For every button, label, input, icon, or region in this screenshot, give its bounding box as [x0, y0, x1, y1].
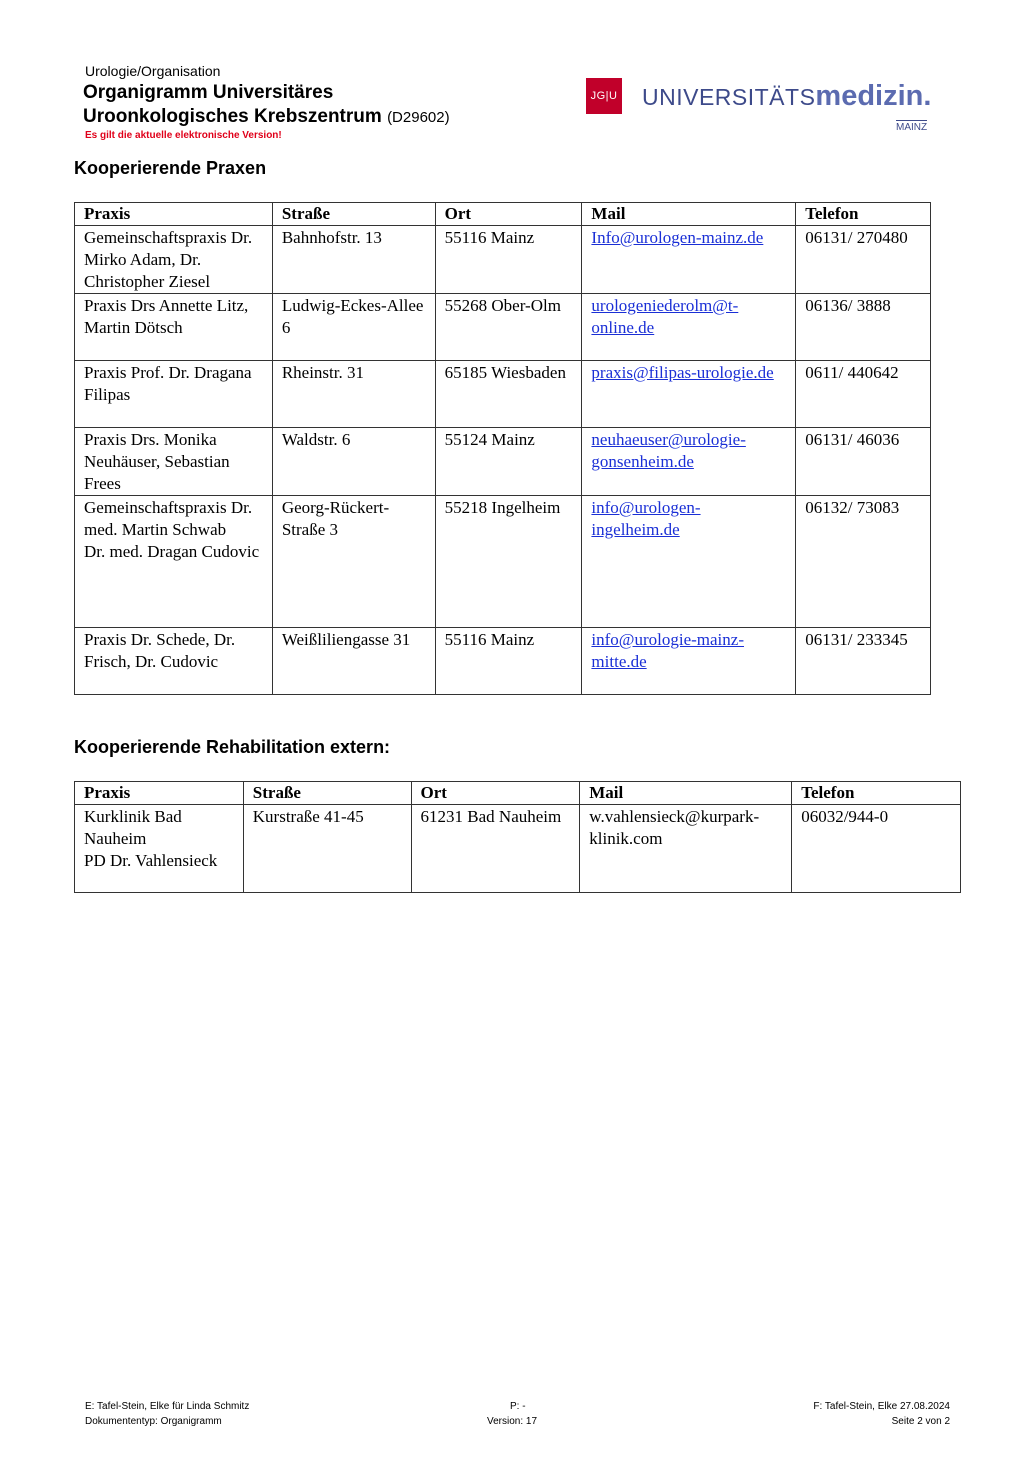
column-header: Ort: [435, 203, 582, 226]
table-row: [75, 361, 931, 428]
praxis-cell: Praxis Dr. Schede, Dr. Frisch, Dr. Cudovic: [75, 628, 273, 695]
column-header: Telefon: [792, 782, 961, 805]
footer-page-number: Seite 2 von 2: [891, 1416, 950, 1427]
column-header: Straße: [243, 782, 411, 805]
column-header: Telefon: [796, 203, 931, 226]
strasse-cell: Ludwig-Eckes-Allee 6: [272, 294, 435, 361]
section-title-praxen: Kooperierende Praxen: [74, 158, 267, 178]
mail-link[interactable]: praxis@filipas-urologie.de: [591, 363, 774, 382]
praxis-cell: Praxis Drs Annette Litz, Martin Dötsch: [75, 294, 273, 361]
praxis-cell: Gemeinschaftspraxis Dr. med. Martin Schwab Dr. med. Dragan Cudovic: [75, 496, 273, 628]
column-header: Mail: [582, 203, 796, 226]
column-header: Praxis: [75, 782, 244, 805]
telefon-cell: 06136/ 3888: [796, 294, 931, 361]
telefon-cell: 06032/944-0: [792, 805, 961, 893]
mail-cell: [580, 805, 792, 893]
logo-wordmark: [642, 80, 931, 113]
table-row: [75, 294, 931, 361]
table-row: [75, 628, 931, 695]
document-code: (D29602): [387, 109, 450, 126]
telefon-cell: 06132/ 73083: [796, 496, 931, 628]
column-header: Praxis: [75, 203, 273, 226]
version-note: Es gilt die aktuelle elektronische Version!: [85, 130, 282, 141]
praxis-cell: Kurklinik Bad Nauheim PD Dr. Vahlensieck: [75, 805, 244, 893]
document-title-line2-text: Uroonkologisches Krebszentrum: [83, 106, 382, 127]
ort-cell: 61231 Bad Nauheim: [411, 805, 580, 893]
document-title-line2: [83, 106, 450, 128]
strasse-cell: Bahnhofstr. 13: [272, 226, 435, 294]
table-header-row: [75, 782, 961, 805]
strasse-cell: Weißliliengasse 31: [272, 628, 435, 695]
ort-cell: 55218 Ingelheim: [435, 496, 582, 628]
logo-medizin: medizin.: [815, 80, 932, 112]
mail-link[interactable]: info@urologen-ingelheim.de: [591, 498, 701, 539]
ort-cell: 55116 Mainz: [435, 628, 582, 695]
strasse-cell: Kurstraße 41-45: [243, 805, 411, 893]
footer-author: E: Tafel-Stein, Elke für Linda Schmitz: [85, 1401, 250, 1412]
department-label: Urologie/Organisation: [85, 63, 221, 79]
ort-cell: 55268 Ober-Olm: [435, 294, 582, 361]
document-title-line1: Organigramm Universitäres: [83, 82, 334, 103]
ort-cell: 55116 Mainz: [435, 226, 582, 294]
ort-cell: 55124 Mainz: [435, 428, 582, 496]
telefon-cell: 0611/ 440642: [796, 361, 931, 428]
mail-cell: [582, 496, 796, 628]
jgu-logo-box: JG|U: [586, 78, 622, 114]
ort-cell: 65185 Wiesbaden: [435, 361, 582, 428]
table-row: [75, 226, 931, 294]
mail-link[interactable]: urologeniederolm@t-online.de: [591, 296, 739, 337]
footer-doctype: Dokumententyp: Organigramm: [85, 1416, 222, 1427]
strasse-cell: Waldstr. 6: [272, 428, 435, 496]
column-header: Mail: [580, 782, 792, 805]
mail-text: w.vahlensieck@kurpark-klinik.com: [589, 807, 760, 848]
table-row: [75, 428, 931, 496]
praxis-cell: Praxis Prof. Dr. Dragana Filipas: [75, 361, 273, 428]
university-logo: [586, 78, 946, 138]
mail-cell: [582, 428, 796, 496]
strasse-cell: Rheinstr. 31: [272, 361, 435, 428]
telefon-cell: 06131/ 233345: [796, 628, 931, 695]
mail-link[interactable]: info@urologie-mainz-mitte.de: [591, 630, 744, 671]
strasse-cell: Georg-Rückert-Straße 3: [272, 496, 435, 628]
section-title-rehabilitation: Kooperierende Rehabilitation extern:: [74, 737, 391, 757]
column-header: Straße: [272, 203, 435, 226]
mail-cell: [582, 361, 796, 428]
mail-cell: [582, 294, 796, 361]
logo-mainz: MAINZ: [896, 122, 928, 133]
table-row: [75, 805, 961, 893]
mail-link[interactable]: Info@urologen-mainz.de: [591, 228, 764, 247]
table-row: [75, 496, 931, 628]
mail-link[interactable]: neuhaeuser@urologie-gonsenheim.de: [591, 430, 746, 471]
praxis-cell: Praxis Drs. Monika Neuhäuser, Sebastian Frees: [75, 428, 273, 496]
footer-version: Version: 17: [487, 1416, 538, 1427]
praxen-table: [74, 202, 931, 695]
mail-cell: [582, 628, 796, 695]
mail-cell: [582, 226, 796, 294]
table-header-row: [75, 203, 931, 226]
footer-approval: F: Tafel-Stein, Elke 27.08.2024: [813, 1401, 950, 1412]
column-header: Ort: [411, 782, 580, 805]
telefon-cell: 06131/ 270480: [796, 226, 931, 294]
rehabilitation-table: [74, 781, 961, 893]
telefon-cell: 06131/ 46036: [796, 428, 931, 496]
logo-universitaets: UNIVERSITÄTS: [642, 84, 816, 110]
praxis-cell: Gemeinschaftspraxis Dr. Mirko Adam, Dr. Christopher Ziesel: [75, 226, 273, 294]
footer-p: P: -: [510, 1401, 526, 1412]
